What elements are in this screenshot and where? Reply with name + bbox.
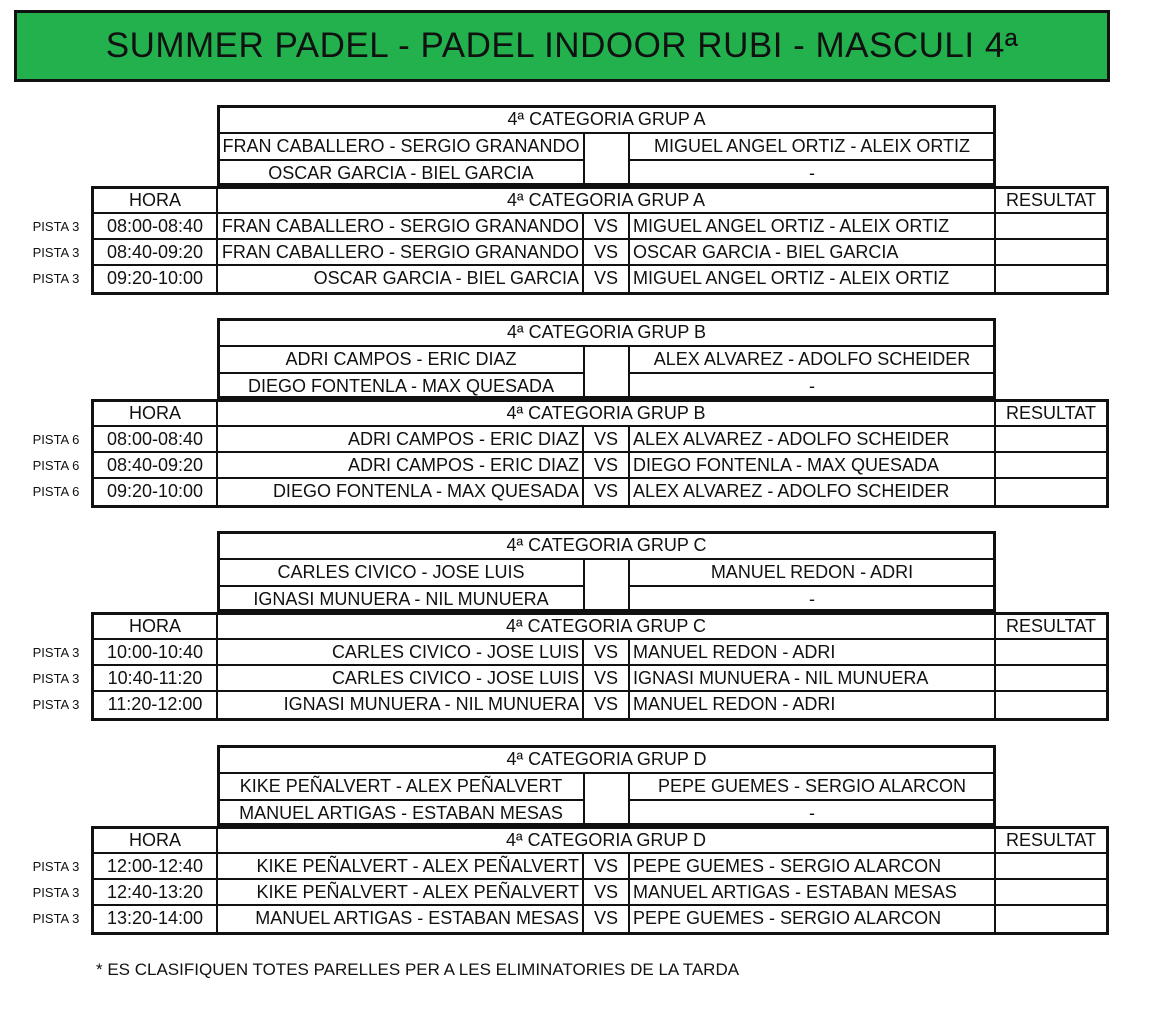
home-pair: CARLES CIVICO - JOSE LUIS (331, 667, 579, 688)
group-name: 4ª CATEGORIA GRUP C (506, 535, 707, 555)
home-pair: ADRI CAMPOS - ERIC DIAZ (347, 454, 579, 475)
pair-name: - (809, 589, 815, 609)
group-table (0, 105, 1158, 295)
home-pair: ADRI CAMPOS - ERIC DIAZ (347, 428, 579, 449)
away-pair: DIEGO FONTENLA - MAX QUESADA (633, 454, 940, 475)
result-cell[interactable] (996, 666, 1106, 690)
result-cell[interactable] (996, 479, 1106, 503)
result-cell[interactable] (996, 214, 1106, 238)
group-table (0, 745, 1158, 935)
match-time: 11:20-12:00 (107, 693, 203, 714)
pista-label: PISTA 6 (32, 431, 80, 447)
result-cell[interactable] (996, 906, 1106, 930)
vs-label: VS (593, 241, 618, 262)
pair-name: ADRI CAMPOS - ERIC DIAZ (285, 349, 517, 369)
vs-label: VS (593, 215, 618, 236)
home-pair: IGNASI MUNUERA - NIL MUNUERA (283, 693, 579, 714)
match-time: 09:20-10:00 (106, 480, 204, 501)
vs-label: VS (593, 907, 618, 928)
result-cell[interactable] (996, 640, 1106, 664)
resultat-header: RESULTAT (1005, 189, 1096, 210)
away-pair: MANUEL REDON - ADRI (633, 641, 836, 662)
pair-name: IGNASI MUNUERA - NIL MUNUERA (253, 589, 549, 609)
resultat-header: RESULTAT (1005, 829, 1096, 850)
pair-name: - (809, 163, 815, 183)
group-table (0, 318, 1158, 508)
pista-label: PISTA 3 (32, 910, 80, 926)
pista-label: PISTA 3 (32, 670, 80, 686)
vs-label: VS (593, 428, 618, 449)
result-cell[interactable] (996, 240, 1106, 264)
pair-name: - (809, 803, 815, 823)
schedule-header: 4ª CATEGORIA GRUP B (506, 402, 706, 423)
match-time: 12:00-12:40 (106, 855, 204, 876)
vs-label: VS (593, 881, 618, 902)
match-time: 08:40-09:20 (106, 241, 204, 262)
hora-header: HORA (128, 615, 181, 636)
pista-label: PISTA 3 (32, 218, 80, 234)
result-cell[interactable] (996, 880, 1106, 904)
vs-label: VS (593, 641, 618, 662)
group-name: 4ª CATEGORIA GRUP D (506, 749, 707, 769)
away-pair: MIGUEL ANGEL ORTIZ - ALEIX ORTIZ (633, 215, 950, 236)
home-pair: KIKE PEÑALVERT - ALEX PEÑALVERT (256, 855, 579, 876)
pista-label: PISTA 3 (32, 270, 80, 286)
pair-name: FRAN CABALLERO - SERGIO GRANANDO (222, 136, 580, 156)
footnote: * ES CLASIFIQUEN TOTES PARELLES PER A LES ELIMINATORIES DE LA TARDA (96, 960, 740, 979)
cell-divider (583, 772, 585, 826)
group-name: 4ª CATEGORIA GRUP B (506, 322, 707, 342)
vs-label: VS (593, 267, 618, 288)
result-cell[interactable] (996, 266, 1106, 290)
page-title: SUMMER PADEL - PADEL INDOOR RUBI - MASCULI 4ª (14, 10, 1110, 82)
vs-label: VS (593, 454, 618, 475)
hora-header: HORA (128, 402, 181, 423)
pair-name: ALEX ALVAREZ - ADOLFO SCHEIDER (653, 349, 971, 369)
match-time: 10:00-10:40 (106, 641, 204, 662)
home-pair: FRAN CABALLERO - SERGIO GRANANDO (221, 241, 579, 262)
pair-name: CARLES CIVICO - JOSE LUIS (277, 562, 525, 582)
schedule-header: 4ª CATEGORIA GRUP A (506, 189, 706, 210)
away-pair: OSCAR GARCIA - BIEL GARCIA (633, 241, 899, 262)
away-pair: MIGUEL ANGEL ORTIZ - ALEIX ORTIZ (633, 267, 950, 288)
match-time: 10:40-11:20 (107, 667, 203, 688)
match-time: 09:20-10:00 (106, 267, 204, 288)
home-pair: CARLES CIVICO - JOSE LUIS (331, 641, 579, 662)
home-pair: KIKE PEÑALVERT - ALEX PEÑALVERT (256, 881, 579, 902)
home-pair: OSCAR GARCIA - BIEL GARCIA (313, 267, 579, 288)
away-pair: PEPE GUEMES - SERGIO ALARCON (633, 907, 942, 928)
match-time: 08:40-09:20 (106, 454, 204, 475)
match-time: 12:40-13:20 (106, 881, 204, 902)
pista-label: PISTA 3 (32, 858, 80, 874)
away-pair: PEPE GUEMES - SERGIO ALARCON (633, 855, 942, 876)
result-cell[interactable] (996, 453, 1106, 477)
result-cell[interactable] (996, 427, 1106, 451)
pista-label: PISTA 6 (32, 483, 80, 499)
vs-label: VS (593, 855, 618, 876)
match-time: 08:00-08:40 (106, 428, 204, 449)
match-time: 13:20-14:00 (106, 907, 204, 928)
resultat-header: RESULTAT (1005, 402, 1096, 423)
pista-label: PISTA 3 (32, 244, 80, 260)
cell-divider (583, 132, 585, 186)
cell-divider (583, 558, 585, 612)
pista-label: PISTA 3 (32, 644, 80, 660)
hora-header: HORA (128, 829, 181, 850)
pair-name: DIEGO FONTENLA - MAX QUESADA (247, 376, 555, 396)
cell-divider (583, 345, 585, 399)
home-pair: FRAN CABALLERO - SERGIO GRANANDO (221, 215, 579, 236)
away-pair: ALEX ALVAREZ - ADOLFO SCHEIDER (633, 428, 950, 449)
away-pair: MANUEL REDON - ADRI (633, 693, 836, 714)
match-time: 08:00-08:40 (106, 215, 204, 236)
result-cell[interactable] (996, 692, 1106, 716)
result-cell[interactable] (996, 854, 1106, 878)
home-pair: MANUEL ARTIGAS - ESTABAN MESAS (255, 907, 579, 928)
resultat-header: RESULTAT (1005, 615, 1096, 636)
pista-label: PISTA 6 (32, 457, 80, 473)
vs-label: VS (593, 667, 618, 688)
vs-label: VS (593, 480, 618, 501)
away-pair: ALEX ALVAREZ - ADOLFO SCHEIDER (633, 480, 950, 501)
pista-label: PISTA 3 (32, 884, 80, 900)
pair-name: KIKE PEÑALVERT - ALEX PEÑALVERT (239, 776, 563, 796)
pair-name: - (809, 376, 815, 396)
pair-name: MIGUEL ANGEL ORTIZ - ALEIX ORTIZ (653, 136, 971, 156)
away-pair: MANUEL ARTIGAS - ESTABAN MESAS (633, 881, 957, 902)
hora-header: HORA (128, 189, 181, 210)
schedule-header: 4ª CATEGORIA GRUP D (505, 829, 707, 850)
pair-name: OSCAR GARCIA - BIEL GARCIA (268, 163, 534, 183)
schedule-header: 4ª CATEGORIA GRUP C (505, 615, 707, 636)
home-pair: DIEGO FONTENLA - MAX QUESADA (272, 480, 579, 501)
vs-label: VS (593, 693, 618, 714)
pair-name: MANUEL ARTIGAS - ESTABAN MESAS (239, 803, 563, 823)
pair-name: PEPE GUEMES - SERGIO ALARCON (657, 776, 967, 796)
pair-name: MANUEL REDON - ADRI (710, 562, 914, 582)
group-name: 4ª CATEGORIA GRUP A (507, 109, 706, 129)
away-pair: IGNASI MUNUERA - NIL MUNUERA (633, 667, 929, 688)
pista-label: PISTA 3 (32, 696, 80, 712)
group-table (0, 531, 1158, 721)
